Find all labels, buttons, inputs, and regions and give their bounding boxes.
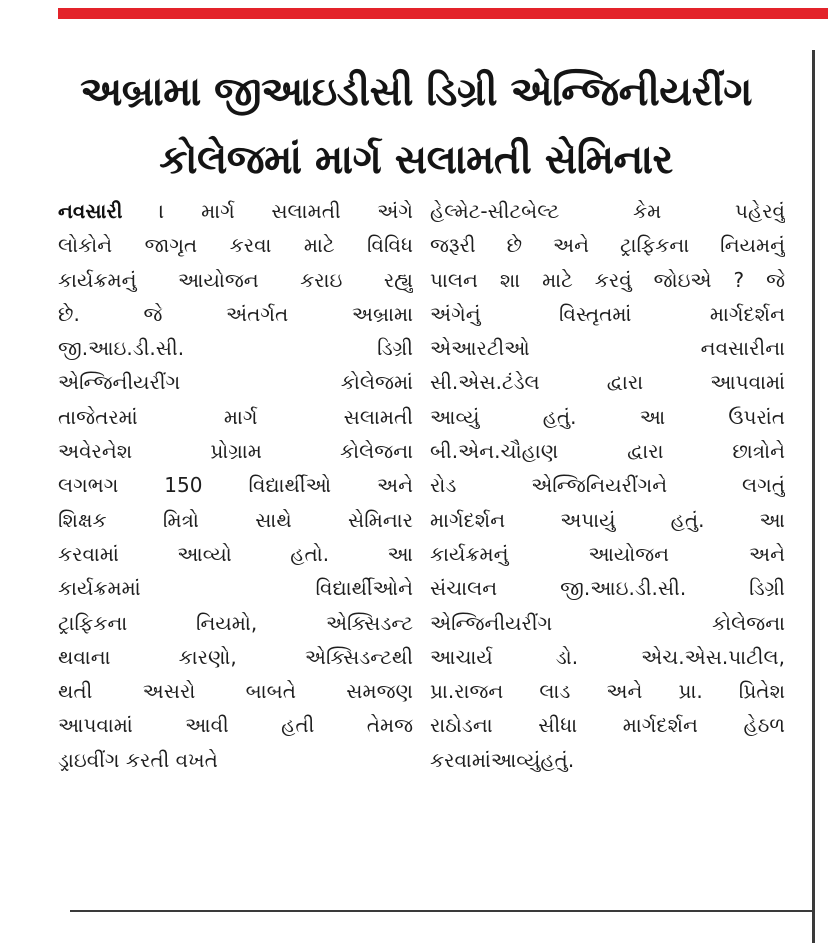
article-line-text: થવાના કારણો, એક્સિડન્ટથી: [58, 644, 413, 669]
top-accent-rule: [58, 8, 828, 19]
article-line-text: એન્જિનીયરીંગ કોલેજમાં: [58, 370, 413, 395]
article-line: [58, 468, 413, 502]
article-line: [430, 743, 785, 777]
article-line: [430, 708, 785, 742]
article-line-text: એન્જિનીયરીંગ કોલેજના: [430, 610, 785, 635]
article-line-text: તાજેતરમાં માર્ગ સલામતી: [58, 404, 413, 429]
bottom-divider-rule: [70, 910, 815, 912]
article-line: [430, 365, 785, 399]
article-line-text: પ્રા.રાજન લાડ અને પ્રા. પ્રિતેશ: [430, 679, 785, 704]
article-line-text: કાર્યક્રમમાં વિદ્યાર્થીઓને: [58, 576, 413, 601]
article-line: [58, 434, 413, 468]
article-line: [58, 503, 413, 537]
article-line-text: લોકોને જાગૃત કરવા માટે વિવિધ: [58, 233, 413, 258]
article-line: [58, 263, 413, 297]
right-column-rule: [812, 50, 815, 943]
headline-line-2: કોલેજમાં માર્ગ સલામતી સેમિનાર: [159, 137, 673, 183]
dateline: નવસારી: [58, 199, 123, 223]
article-line-text: કાર્યક્રમનું આયોજન અને: [430, 541, 785, 566]
article-line: [430, 263, 785, 297]
headline: [40, 58, 792, 194]
article-line: [430, 571, 785, 605]
article-line-text: લગભગ 150 વિદ્યાર્થીઓ અને: [58, 473, 413, 498]
article-line-text: આચાર્ય ડો. એચ.એસ.પાટીલ,: [430, 644, 785, 669]
article-line-text: કરવામાંઆવ્યુંહતું.: [430, 747, 575, 772]
article-line-text: જી.આઇ.ડી.સી. ડિગ્રી: [58, 336, 413, 361]
article-line-text: આવ્યું હતું. આ ઉપરાંત: [430, 404, 785, 429]
article-line-text: શિક્ષક મિત્રો સાથે સેમિનાર: [58, 507, 413, 532]
article-column-1: [58, 194, 413, 777]
article-line: [430, 468, 785, 502]
article-line: [430, 400, 785, 434]
article-line-text: સંચાલન જી.આઇ.ડી.સી. ડિગ્રી: [430, 576, 785, 601]
article-line: [430, 537, 785, 571]
article-line-text: આપવામાં આવી હતી તેમજ: [58, 713, 413, 738]
article-line-text: જરૂરી છે અને ટ્રાફિકના નિયમનું: [430, 233, 785, 258]
article-line: [430, 194, 785, 228]
article-line-text: ડ્રાઇવીંગ કરતી વખતે: [58, 747, 218, 772]
article-line: [58, 537, 413, 571]
article-line: [58, 640, 413, 674]
article-line: [430, 503, 785, 537]
article-line: [58, 297, 413, 331]
article-line: [430, 640, 785, 674]
article-line-text: અવેરનેશ પ્રોગ્રામ કોલેજના: [58, 439, 413, 464]
article-line: [58, 194, 413, 228]
article-line-text: સી.એસ.ટંડેલ દ્વારા આપવામાં: [430, 370, 785, 395]
article-line: [58, 331, 413, 365]
article-line: [430, 297, 785, 331]
article-line: [58, 743, 413, 777]
article-line: [430, 606, 785, 640]
article-line-text: છે. જે અંતર્ગત અબ્રામા: [58, 301, 413, 326]
article-line: [58, 708, 413, 742]
article-line-text: હેલ્મેટ-સીટબેલ્ટ કેમ પહેરવું: [430, 199, 785, 223]
article-line: [58, 571, 413, 605]
article-line: [58, 365, 413, 399]
article-line-text: બી.એન.ચૌહાણ દ્વારા છાત્રોને: [430, 439, 785, 464]
article-line-text: રાઠોડના સીધા માર્ગદર્શન હેઠળ: [430, 713, 785, 738]
article-line: [58, 400, 413, 434]
article-line: [58, 606, 413, 640]
article-line-text: પાલન શા માટે કરવું જોઇએ ? જે: [430, 267, 785, 292]
article-line-text: કરવામાં આવ્યો હતો. આ: [58, 541, 413, 566]
article-line: [58, 674, 413, 708]
article-line-text: ટ્રાફિકના નિયમો, એક્સિડન્ટ: [58, 610, 413, 635]
article-line-text: થતી અસરો બાબતે સમજણ: [58, 679, 413, 704]
article-line-text: કાર્યક્રમનું આયોજન કરાઇ રહ્યુ: [58, 267, 413, 292]
article-line: [58, 228, 413, 262]
article-line: [430, 434, 785, 468]
article-line: [430, 674, 785, 708]
article-line-text: । માર્ગ સલામતી અંગે: [159, 199, 413, 223]
article-line: [430, 331, 785, 365]
article-line: [430, 228, 785, 262]
headline-line-1: અબ્રામા જીઆઇડીસી ડિગ્રી એન્જિનીયરીંગ: [80, 69, 752, 115]
article-line-text: અંગેનું વિસ્તૃતમાં માર્ગદર્શન: [430, 301, 785, 326]
article-line-text: એઆરટીઓ નવસારીના: [430, 336, 785, 361]
article-line-text: રોડ એન્જિનિયરીંગને લગતું: [430, 473, 785, 498]
article-column-2: [430, 194, 785, 777]
article-line-text: માર્ગદર્શન અપાયું હતું. આ: [430, 507, 785, 532]
